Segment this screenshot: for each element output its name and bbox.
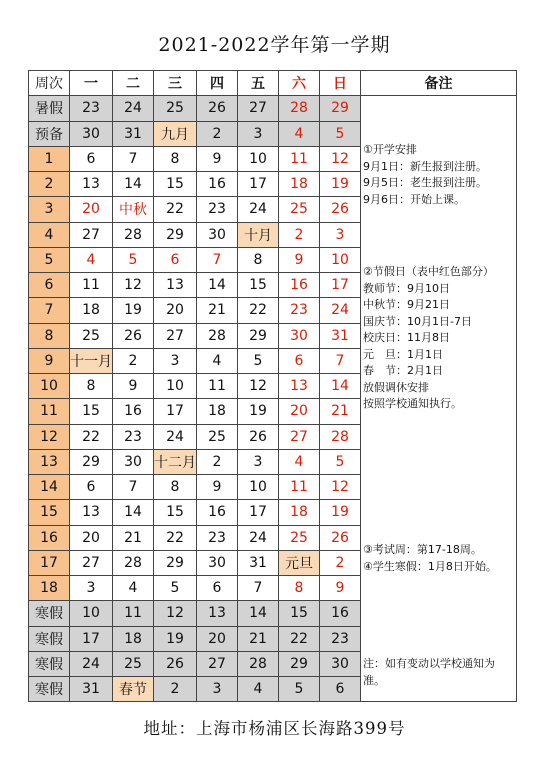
day-cell: 27 — [279, 424, 320, 449]
day-cell: 2 — [320, 550, 361, 575]
day-cell: 14 — [238, 601, 279, 626]
day-cell: 22 — [154, 197, 197, 222]
day-cell: 31 — [113, 121, 154, 146]
day-cell: 23 — [320, 626, 361, 651]
header-day: 六 — [279, 71, 320, 96]
day-cell: 22 — [154, 525, 197, 550]
day-cell: 30 — [320, 651, 361, 676]
day-cell: 31 — [70, 677, 113, 702]
week-label: 16 — [29, 525, 70, 550]
calendar-table — [28, 70, 517, 702]
day-cell: 29 — [238, 323, 279, 348]
day-cell: 23 — [279, 298, 320, 323]
day-cell: 17 — [238, 500, 279, 525]
day-cell: 8 — [154, 146, 197, 171]
day-cell: 11 — [197, 374, 238, 399]
day-cell: 2 — [154, 677, 197, 702]
day-cell: 30 — [197, 222, 238, 247]
week-label: 寒假 — [29, 601, 70, 626]
day-cell: 18 — [113, 626, 154, 651]
day-cell: 3 — [238, 449, 279, 474]
day-cell: 15 — [279, 601, 320, 626]
day-cell: 25 — [279, 525, 320, 550]
day-cell: 6 — [320, 677, 361, 702]
week-label: 18 — [29, 576, 70, 601]
day-cell: 16 — [320, 601, 361, 626]
day-cell: 14 — [113, 172, 154, 197]
week-label: 1 — [29, 146, 70, 171]
week-label: 预备 — [29, 121, 70, 146]
day-cell: 2 — [197, 449, 238, 474]
day-cell: 5 — [154, 576, 197, 601]
week-label: 13 — [29, 449, 70, 474]
day-cell: 19 — [154, 626, 197, 651]
day-cell: 24 — [113, 96, 154, 121]
day-cell: 7 — [113, 146, 154, 171]
day-cell: 9 — [197, 475, 238, 500]
day-cell: 9 — [320, 576, 361, 601]
day-cell: 19 — [320, 500, 361, 525]
day-cell: 春节 — [113, 677, 154, 702]
day-cell: 30 — [279, 323, 320, 348]
week-label: 8 — [29, 323, 70, 348]
day-cell: 7 — [113, 475, 154, 500]
day-cell: 28 — [113, 222, 154, 247]
day-cell: 5 — [238, 348, 279, 373]
header-day: 三 — [154, 71, 197, 96]
week-label: 4 — [29, 222, 70, 247]
day-cell: 30 — [197, 550, 238, 575]
day-cell: 元旦 — [279, 550, 320, 575]
day-cell: 31 — [238, 550, 279, 575]
day-cell: 23 — [197, 197, 238, 222]
day-cell: 31 — [320, 323, 361, 348]
day-cell: 8 — [279, 576, 320, 601]
day-cell: 29 — [154, 550, 197, 575]
week-label: 9 — [29, 348, 70, 373]
day-cell: 18 — [70, 298, 113, 323]
day-cell: 22 — [238, 298, 279, 323]
day-cell: 26 — [154, 651, 197, 676]
day-cell: 13 — [197, 601, 238, 626]
header-notes: 备注 — [361, 71, 517, 96]
day-cell: 25 — [279, 197, 320, 222]
day-cell: 24 — [154, 424, 197, 449]
day-cell: 10 — [238, 146, 279, 171]
day-cell: 10 — [238, 475, 279, 500]
week-label: 11 — [29, 399, 70, 424]
day-cell: 3 — [238, 121, 279, 146]
week-label: 14 — [29, 475, 70, 500]
day-cell: 6 — [154, 247, 197, 272]
day-cell: 18 — [279, 500, 320, 525]
week-label: 6 — [29, 273, 70, 298]
day-cell: 24 — [238, 525, 279, 550]
day-cell: 18 — [279, 172, 320, 197]
day-cell: 25 — [197, 424, 238, 449]
day-cell: 27 — [70, 222, 113, 247]
notes-start: ①开学安排 9月1日：新生报到注册。 9月5日：老生报到注册。 9月6日：开始上课。 — [363, 143, 487, 206]
day-cell: 4 — [113, 576, 154, 601]
day-cell: 26 — [320, 197, 361, 222]
day-cell: 28 — [113, 550, 154, 575]
day-cell: 10 — [320, 247, 361, 272]
day-cell: 12 — [113, 273, 154, 298]
day-cell: 5 — [320, 449, 361, 474]
day-cell: 13 — [70, 500, 113, 525]
day-cell: 4 — [197, 348, 238, 373]
day-cell: 25 — [70, 323, 113, 348]
day-cell: 2 — [279, 222, 320, 247]
week-label: 寒假 — [29, 677, 70, 702]
day-cell: 11 — [279, 146, 320, 171]
day-cell: 6 — [70, 146, 113, 171]
header-row — [29, 71, 517, 96]
day-cell: 13 — [70, 172, 113, 197]
day-cell: 11 — [70, 273, 113, 298]
day-cell: 九月 — [154, 121, 197, 146]
week-label: 10 — [29, 374, 70, 399]
notes-disclaimer: 注：如有变动以学校通知为准。 — [363, 657, 495, 687]
week-label: 寒假 — [29, 626, 70, 651]
day-cell: 21 — [238, 626, 279, 651]
week-row — [29, 96, 517, 121]
week-label: 寒假 — [29, 651, 70, 676]
day-cell: 26 — [320, 525, 361, 550]
day-cell: 20 — [154, 298, 197, 323]
week-label: 暑假 — [29, 96, 70, 121]
week-label: 7 — [29, 298, 70, 323]
day-cell: 8 — [154, 475, 197, 500]
day-cell: 9 — [279, 247, 320, 272]
day-cell: 12 — [238, 374, 279, 399]
header-day: 四 — [197, 71, 238, 96]
day-cell: 4 — [279, 449, 320, 474]
day-cell: 29 — [70, 449, 113, 474]
day-cell: 18 — [197, 399, 238, 424]
day-cell: 9 — [197, 146, 238, 171]
day-cell: 16 — [279, 273, 320, 298]
day-cell: 23 — [113, 424, 154, 449]
day-cell: 22 — [70, 424, 113, 449]
week-label: 2 — [29, 172, 70, 197]
day-cell: 21 — [113, 525, 154, 550]
week-label: 12 — [29, 424, 70, 449]
day-cell: 26 — [238, 424, 279, 449]
day-cell: 13 — [279, 374, 320, 399]
day-cell: 3 — [197, 677, 238, 702]
day-cell: 28 — [320, 424, 361, 449]
day-cell: 25 — [154, 96, 197, 121]
day-cell: 15 — [154, 172, 197, 197]
day-cell: 20 — [70, 197, 113, 222]
day-cell: 9 — [113, 374, 154, 399]
day-cell: 21 — [320, 399, 361, 424]
day-cell: 30 — [70, 121, 113, 146]
day-cell: 20 — [70, 525, 113, 550]
day-cell: 26 — [197, 96, 238, 121]
day-cell: 16 — [197, 500, 238, 525]
day-cell: 7 — [197, 247, 238, 272]
day-cell: 25 — [113, 651, 154, 676]
header-day: 五 — [238, 71, 279, 96]
week-label: 15 — [29, 500, 70, 525]
day-cell: 24 — [70, 651, 113, 676]
day-cell: 5 — [320, 121, 361, 146]
day-cell: 19 — [113, 298, 154, 323]
day-cell: 21 — [197, 298, 238, 323]
day-cell: 17 — [154, 399, 197, 424]
day-cell: 30 — [113, 449, 154, 474]
day-cell: 19 — [320, 172, 361, 197]
day-cell: 28 — [197, 323, 238, 348]
day-cell: 17 — [238, 172, 279, 197]
day-cell: 19 — [238, 399, 279, 424]
day-cell: 15 — [70, 399, 113, 424]
day-cell: 7 — [320, 348, 361, 373]
day-cell: 6 — [70, 475, 113, 500]
day-cell: 20 — [279, 399, 320, 424]
day-cell: 10 — [70, 601, 113, 626]
day-cell: 十一月 — [70, 348, 113, 373]
header-day: 一 — [70, 71, 113, 96]
day-cell: 29 — [320, 96, 361, 121]
day-cell: 17 — [320, 273, 361, 298]
header-day: 日 — [320, 71, 361, 96]
day-cell: 15 — [154, 500, 197, 525]
day-cell: 27 — [197, 651, 238, 676]
day-cell: 6 — [197, 576, 238, 601]
day-cell: 27 — [154, 323, 197, 348]
day-cell: 十月 — [238, 222, 279, 247]
day-cell: 23 — [70, 96, 113, 121]
week-label: 5 — [29, 247, 70, 272]
day-cell: 4 — [70, 247, 113, 272]
day-cell: 4 — [279, 121, 320, 146]
day-cell: 14 — [320, 374, 361, 399]
day-cell: 12 — [320, 475, 361, 500]
day-cell: 3 — [70, 576, 113, 601]
day-cell: 16 — [113, 399, 154, 424]
day-cell: 12 — [320, 146, 361, 171]
day-cell: 28 — [238, 651, 279, 676]
notes-column — [361, 96, 517, 702]
day-cell: 20 — [197, 626, 238, 651]
day-cell: 7 — [238, 576, 279, 601]
day-cell: 2 — [113, 348, 154, 373]
day-cell: 24 — [238, 197, 279, 222]
page-title: 2021-2022学年第一学期 — [158, 34, 391, 56]
day-cell: 5 — [113, 247, 154, 272]
day-cell: 14 — [113, 500, 154, 525]
day-cell: 11 — [279, 475, 320, 500]
day-cell: 29 — [279, 651, 320, 676]
day-cell: 13 — [154, 273, 197, 298]
day-cell: 4 — [238, 677, 279, 702]
day-cell: 6 — [279, 348, 320, 373]
day-cell: 中秋 — [113, 197, 154, 222]
day-cell: 8 — [238, 247, 279, 272]
address: 地址：上海市杨浦区长海路399号 — [143, 719, 406, 738]
header-day: 二 — [113, 71, 154, 96]
day-cell: 十二月 — [154, 449, 197, 474]
day-cell: 10 — [154, 374, 197, 399]
day-cell: 22 — [279, 626, 320, 651]
day-cell: 14 — [197, 273, 238, 298]
day-cell: 26 — [113, 323, 154, 348]
day-cell: 17 — [70, 626, 113, 651]
day-cell: 15 — [238, 273, 279, 298]
day-cell: 11 — [113, 601, 154, 626]
day-cell: 28 — [279, 96, 320, 121]
day-cell: 27 — [238, 96, 279, 121]
header-week: 周次 — [29, 71, 70, 96]
day-cell: 27 — [70, 550, 113, 575]
day-cell: 5 — [279, 677, 320, 702]
day-cell: 8 — [70, 374, 113, 399]
day-cell: 16 — [197, 172, 238, 197]
day-cell: 24 — [320, 298, 361, 323]
notes-holidays: ②节假日（表中红色部分） 教师节：9月10日 中秋节：9月21日 国庆节：10月1日-7日 校庆日：11月8日 元 旦：1月1日 春 节：2月1日 放假调休安排 按照学校通知执行。 — [363, 265, 494, 411]
day-cell: 29 — [154, 222, 197, 247]
week-label: 3 — [29, 197, 70, 222]
day-cell: 12 — [154, 601, 197, 626]
day-cell: 3 — [320, 222, 361, 247]
day-cell: 3 — [154, 348, 197, 373]
day-cell: 2 — [197, 121, 238, 146]
week-label: 17 — [29, 550, 70, 575]
notes-exam: ③考试周：第17-18周。 ④学生寒假：1月8日开始。 — [363, 543, 497, 573]
day-cell: 23 — [197, 525, 238, 550]
